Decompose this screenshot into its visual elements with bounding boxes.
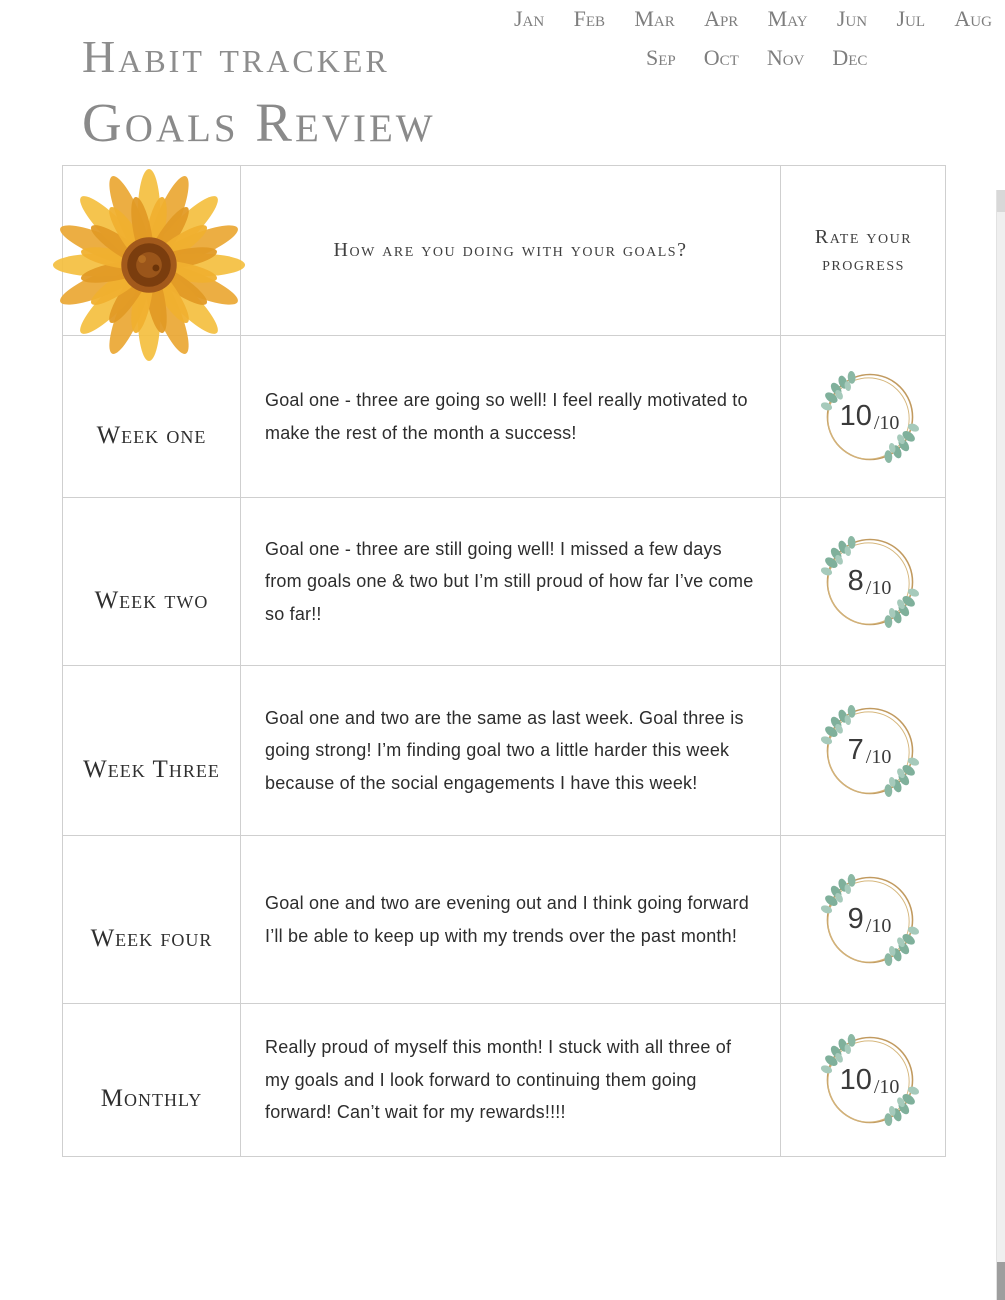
tab-month-dec[interactable]: Dec xyxy=(832,45,868,70)
score xyxy=(812,862,928,978)
month-tabs-row2 xyxy=(646,45,992,71)
row-week-two-label-cell xyxy=(63,498,241,666)
score-denominator: /10 xyxy=(865,577,892,599)
goal-note: Goal one - three are still going well! I missed a few days from goals one & two but I’m still proud of how far I’ve come so far!! xyxy=(265,538,754,624)
table-header-rate xyxy=(781,166,946,336)
header-question-label: How are you doing with your goals? xyxy=(333,239,688,261)
score xyxy=(812,693,928,809)
score-denominator: /10 xyxy=(865,746,892,768)
row-week-two-note-cell xyxy=(241,498,781,666)
goal-note: Goal one and two are evening out and I think going forward I’ll be able to keep up with my trends over the past month! xyxy=(265,893,749,946)
score-value: 7 xyxy=(847,734,864,766)
row-monthly-rating-cell xyxy=(781,1004,946,1156)
score-denominator: /10 xyxy=(873,1075,900,1098)
score xyxy=(812,1022,928,1138)
row-week-one-rating-cell xyxy=(781,336,946,498)
goal-note: Goal one - three are going so well! I feel really motivated to make the rest of the month a success! xyxy=(265,390,748,443)
row-week-four-rating-cell xyxy=(781,836,946,1004)
header-rate-line2: progress xyxy=(822,252,905,275)
week-label: Week Three xyxy=(83,755,220,783)
week-label: Monthly xyxy=(100,1085,203,1112)
row-monthly-note-cell xyxy=(241,1004,781,1156)
scrollbar-thumb[interactable] xyxy=(997,1262,1005,1300)
score-denominator: /10 xyxy=(865,915,892,937)
scrollbar[interactable] xyxy=(996,190,1005,1300)
row-week-four-note-cell xyxy=(241,836,781,1004)
table-header-question xyxy=(241,166,781,336)
tab-month-nov[interactable]: Nov xyxy=(766,45,805,70)
sunflower-icon xyxy=(50,166,248,364)
goal-note: Goal one and two are the same as last week. Goal three is going strong! I’m finding goal two a little harder this week because of the social engagements I have this week! xyxy=(265,707,744,793)
progress-rating xyxy=(812,862,928,978)
score xyxy=(812,524,928,640)
tab-month-jun[interactable]: Jun xyxy=(836,6,868,31)
tab-month-aug[interactable]: Aug xyxy=(954,6,992,31)
progress-rating xyxy=(812,693,928,809)
row-week-three-note-cell xyxy=(241,666,781,836)
score-value: 8 xyxy=(847,565,864,597)
tab-month-feb[interactable]: Feb xyxy=(573,6,605,31)
tab-month-jan[interactable]: Jan xyxy=(514,6,545,31)
row-week-two-rating-cell xyxy=(781,498,946,666)
row-week-three-rating-cell xyxy=(781,666,946,836)
row-week-three-label-cell xyxy=(63,666,241,836)
month-tabs xyxy=(514,6,992,71)
scrollbar-top-cap[interactable] xyxy=(997,190,1005,212)
progress-rating xyxy=(812,359,928,475)
row-monthly-label-cell xyxy=(63,1004,241,1156)
week-label: Week four xyxy=(90,924,213,952)
page-title xyxy=(82,30,436,154)
title-goals-review: Goals Review xyxy=(82,92,436,153)
tab-month-sep[interactable]: Sep xyxy=(646,45,676,70)
tab-month-may[interactable]: May xyxy=(767,6,808,31)
progress-rating xyxy=(812,1022,928,1138)
month-tabs-row1 xyxy=(514,6,992,32)
week-label: Week one xyxy=(96,421,207,449)
header-rate-line1: Rate your xyxy=(814,225,913,248)
tab-month-jul[interactable]: Jul xyxy=(896,6,926,31)
tab-month-apr[interactable]: Apr xyxy=(704,6,739,31)
progress-rating xyxy=(812,524,928,640)
week-label: Week two xyxy=(94,586,209,614)
tab-month-mar[interactable]: Mar xyxy=(634,6,675,31)
score-value: 9 xyxy=(847,903,864,935)
score-value: 10 xyxy=(839,1063,872,1096)
score-value: 10 xyxy=(839,400,872,432)
score-denominator: /10 xyxy=(873,412,900,434)
tab-month-oct[interactable]: Oct xyxy=(703,45,739,70)
title-habit-tracker: Habit tracker xyxy=(82,31,390,82)
row-week-one-note-cell xyxy=(241,336,781,498)
row-week-four-label-cell xyxy=(63,836,241,1004)
goal-note: Really proud of myself this month! I stuck with all three of my goals and I look forward to continuing them going forward! Can’t wait for my rewards!!!! xyxy=(265,1037,732,1123)
score xyxy=(812,359,928,475)
